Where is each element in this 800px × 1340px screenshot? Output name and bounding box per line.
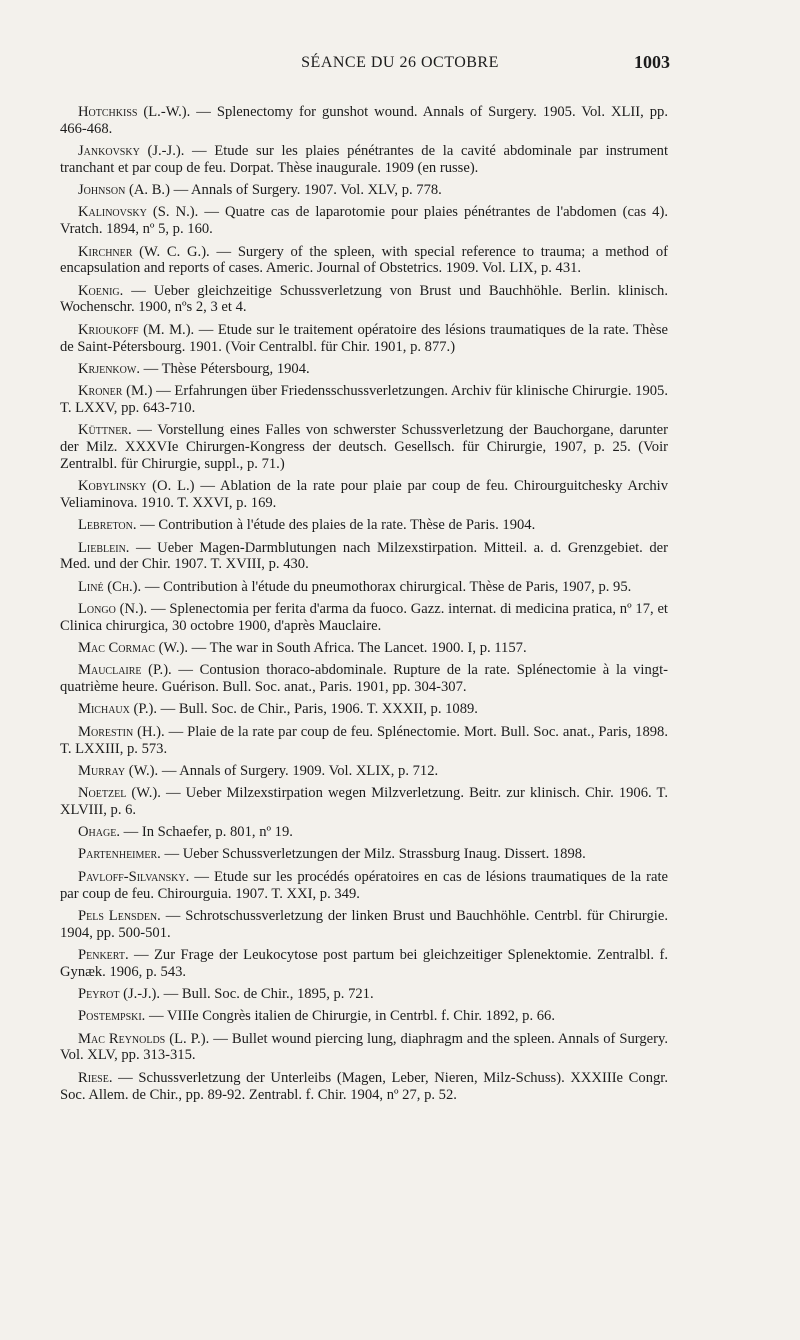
entry-text: — Ueber gleichzeitige Schussverletzung von Brust und Bauchhöhle. Berlin. klinisch. Wochenschr. 1900, nºs 2, 3 et 4. [60, 282, 668, 316]
entry-author: Ohage. [78, 824, 120, 841]
entry-author: Kirchner (W. C. G.). [78, 243, 210, 260]
entry-text: — Etude sur les procédés opératoires en cas de lésions traumatiques de la rate par coup de feu. Chirourguia. 1907. T. XXI, p. 349. [60, 868, 668, 902]
bibliography-entry [60, 579, 668, 596]
bibliography-entry [60, 517, 668, 534]
bibliography-entry [60, 724, 668, 758]
entry-text: — Zur Frage der Leukocytose post partum bei gleichzeitiger Splenektomie. Zentralbl. f. Gynæk. 1906, p. 543. [60, 946, 668, 980]
entry-author: Mac Cormac (W.). [78, 640, 189, 657]
entry-author: Koenig. [78, 282, 124, 299]
entry-author: Murray (W.). [78, 762, 159, 779]
bibliography-entry [60, 244, 668, 278]
entry-text: — Etude sur les plaies pénétrantes de la cavité abdominale par instrument tranchant et par coup de feu. Dorpat. Thèse inaugurale. 1909 (en russe). [60, 143, 668, 176]
entry-author: Küttner. [78, 422, 132, 439]
entry-text: — Surgery of the spleen, with special reference to trauma; a method of encapsulation and reports of cases. Americ. Journal of Obstetrics. 1909. Vol. LIX, p. 431. [60, 243, 668, 277]
entry-author: Longo (N.). [78, 600, 148, 617]
bibliography-entry [60, 478, 668, 512]
entry-author: Postempski. [78, 1008, 146, 1025]
entry-author: Pels Lensden. [78, 907, 161, 924]
entry-text: — Annals of Surgery. 1909. Vol. XLIX, p. 712. [158, 762, 439, 779]
entry-author: Kalinovsky (S. N.). [78, 204, 199, 221]
running-title: SÉANCE DU 26 OCTOBRE [301, 54, 499, 71]
entry-author: Penkert. [78, 946, 129, 963]
entry-author: Morestin (H.). [78, 723, 165, 740]
entry-author: Noetzel (W.). [78, 785, 161, 802]
bibliography-entry [60, 701, 668, 718]
bibliography-entry [60, 422, 668, 472]
bibliography-entry [60, 182, 668, 199]
bibliography-entry [60, 824, 668, 841]
entry-text: — Etude sur le traitement opératoire des lésions traumatiques de la rate. Thèse de Saint-Pétersbourg. 1901. (Voir Centralbl. für Chir. 1901, p. 877.) [60, 321, 668, 355]
entry-author: Krjenkow. [78, 360, 140, 377]
bibliography-entry [60, 322, 668, 356]
entry-text: — The war in South Africa. The Lancet. 1900. I, p. 1157. [188, 640, 527, 657]
bibliography-entry [60, 361, 668, 378]
bibliography-entry [60, 986, 668, 1003]
entry-text: — Splenectomia per ferita d'arma da fuoco. Gazz. internat. di medicina pratica, nº 17, et Clinica chirurgica, 30 octobre 1900, d'après Mauclaire. [60, 600, 668, 634]
entry-author: Hotchkiss (L.-W.). [78, 104, 191, 120]
entry-author: Johnson (A. B.) [78, 182, 170, 199]
entry-text: — Vorstellung eines Falles von schwerster Schussverletzung der Bauchorgane, darunter der Milz. XXXVIe Chirurgen-Kongress der deutsch. Gesellsch. für Chirurgie, 1907, p. 25. (Voir Zentralbl. für Chirurgie, suppl., p. 71.) [60, 422, 668, 472]
entry-author: Partenheimer. [78, 846, 161, 863]
entry-text: — In Schaefer, p. 801, nº 19. [119, 824, 293, 841]
bibliography-entry [60, 846, 668, 863]
entry-author: Kroner (M.) [78, 383, 153, 400]
entry-author: Pavloff-Silvansky. [78, 868, 190, 885]
page-number: 1003 [634, 52, 670, 72]
entry-text: — Splenectomy for gunshot wound. Annals of Surgery. 1905. Vol. XLII, pp. 466-468. [60, 104, 669, 137]
page-header [0, 54, 800, 78]
bibliography-entry [60, 785, 668, 819]
entry-text: — Annals of Surgery. 1907. Vol. XLV, p. 778. [169, 182, 442, 199]
bibliography-entry [60, 947, 668, 981]
bibliography-entry [60, 662, 668, 696]
bibliography-entry [60, 640, 668, 657]
entry-text: — Schrotschussverletzung der linken Brust und Bauchhöhle. Centrbl. für Chirurgie. 1904, pp. 500-501. [60, 907, 668, 941]
entry-text: — Contribution à l'étude des plaies de la rate. Thèse de Paris. 1904. [136, 517, 536, 534]
entry-author: Lebreton. [78, 517, 137, 534]
bibliography-entry [60, 104, 668, 138]
entry-text: — Erfahrungen über Friedensschussverletzungen. Archiv für klinische Chirurgie. 1905. T. LXXV, pp. 643-710. [60, 383, 668, 416]
bibliography-entry [60, 383, 668, 417]
entry-author: Mac Reynolds (L. P.). [78, 1030, 210, 1047]
bibliography-entry [60, 1008, 668, 1025]
bibliography-entry [60, 869, 668, 903]
bibliography-entry [60, 540, 668, 574]
bibliography-entry [60, 143, 668, 177]
entry-text: — VIIIe Congrès italien de Chirurgie, in Centrbl. f. Chir. 1892, p. 66. [145, 1008, 555, 1025]
entry-text: — Ablation de la rate pour plaie par coup de feu. Chirourguitchesky Archiv Veliaminova. 1910. T. XXVI, p. 169. [60, 478, 668, 511]
entry-text: — Ueber Schussverletzungen der Milz. Strassburg Inaug. Dissert. 1898. [160, 846, 586, 863]
entry-author: Krioukoff (M. M.). [78, 321, 195, 338]
bibliography-list [60, 104, 668, 1109]
entry-author: Michaux (P.). [78, 701, 158, 718]
bibliography-entry [60, 763, 668, 780]
entry-author: Kobylinsky (O. L.) [78, 478, 195, 495]
entry-text: — Ueber Magen-Darmblutungen nach Milzexstirpation. Mitteil. a. d. Grenzgebiet. der Med. und der Chir. 1907. T. XVIII, p. 430. [60, 539, 668, 573]
entry-author: Jankovsky (J.-J.). [78, 143, 185, 160]
bibliography-entry [60, 908, 668, 942]
entry-author: Mauclaire (P.). [78, 662, 172, 679]
bibliography-entry [60, 601, 668, 635]
bibliography-entry [60, 1031, 668, 1065]
bibliography-entry [60, 283, 668, 317]
entry-text: — Quatre cas de laparotomie pour plaies pénétrantes de l'abdomen (cas 4). Vratch. 1894, nº 5, p. 160. [60, 204, 668, 238]
bibliography-entry [60, 1070, 668, 1104]
entry-text: — Plaie de la rate par coup de feu. Splénectomie. Mort. Bull. Soc. anat., Paris, 1898. T. LXXIII, p. 573. [60, 723, 669, 757]
entry-text: — Thèse Pétersbourg, 1904. [139, 360, 310, 377]
entry-text: — Schussverletzung der Unterleibs (Magen, Leber, Nieren, Milz-Schuss). XXXIIIe Congr. Soc. Allem. de Chir., pp. 89-92. Zentrabl. f. Chir. 1904, nº 27, p. 52. [60, 1069, 668, 1103]
entry-author: Lieblein. [78, 539, 130, 556]
entry-text: — Ueber Milzexstirpation wegen Milzverletzung. Beitr. zur klinisch. Chir. 1906. T. XLVIII, p. 6. [60, 785, 669, 818]
entry-text: — Contribution à l'étude du pneumothorax chirurgical. Thèse de Paris, 1907, p. 95. [141, 578, 632, 595]
entry-text: — Bull. Soc. de Chir., 1895, p. 721. [159, 986, 374, 1003]
entry-author: Peyrot (J.-J.). [78, 986, 160, 1003]
entry-text: — Contusion thoraco-abdominale. Rupture de la rate. Splénectomie à la vingt-quatrième heure. Guérison. Bull. Soc. anat., Paris. 1901, pp. 304-307. [60, 662, 668, 696]
entry-text: — Bull. Soc. de Chir., Paris, 1906. T. XXXII, p. 1089. [157, 701, 478, 718]
entry-author: Riese. [78, 1069, 113, 1086]
entry-author: Liné (Ch.). [78, 578, 142, 595]
entry-text: — Bullet wound piercing lung, diaphragm and the spleen. Annals of Surgery. Vol. XLV, pp. 313-315. [60, 1030, 668, 1064]
bibliography-entry [60, 204, 668, 238]
